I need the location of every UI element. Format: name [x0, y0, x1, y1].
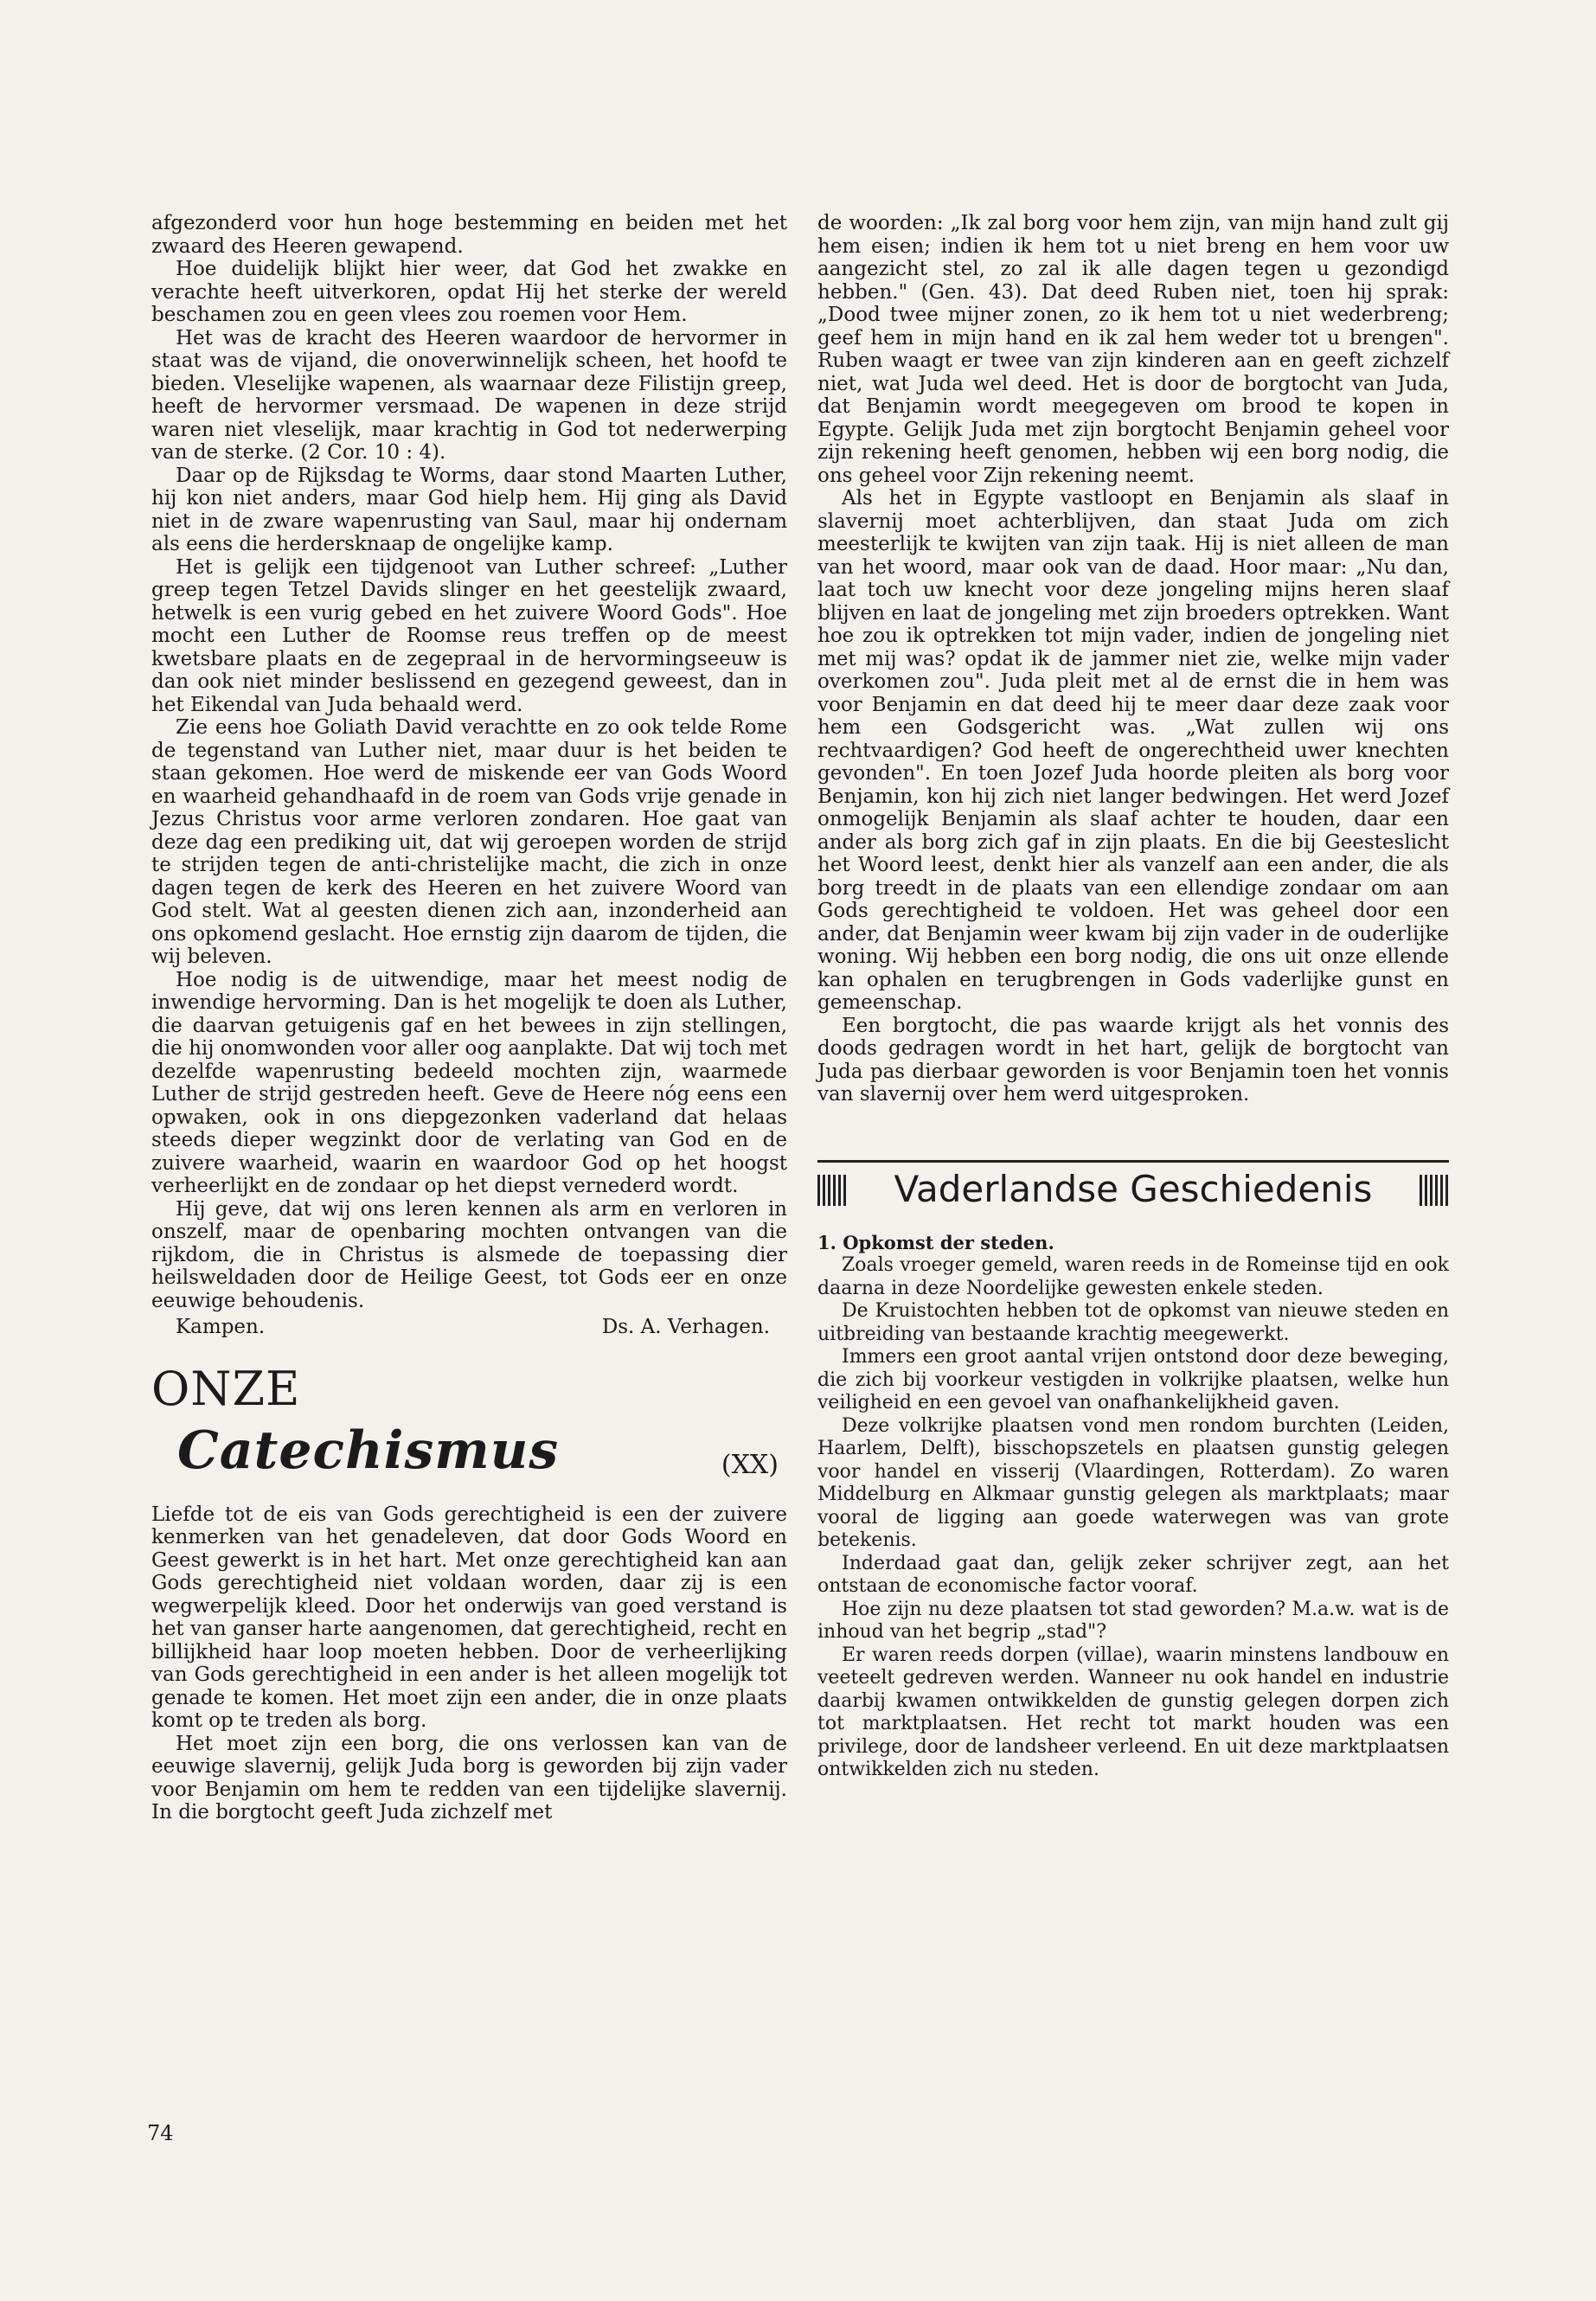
right-column [817, 212, 1449, 1782]
left-column [151, 212, 787, 1824]
paragraph: De Kruistochten hebben tot de opkomst van nieuwe steden en uitbreiding van bestaande krachtig meegewerkt. [817, 1300, 1449, 1345]
paragraph: Het was de kracht des Heeren waardoor de hervormer in staat was de vijand, die onoverwinnelijk scheen, het hoofd te bieden. Vleselijke wapenen, als waarnaar deze Filistijn greep, heeft de hervormer versmaad. De wapenen in deze strijd waren niet vleselijk, maar krachtig in God tot nederwerping van de sterke. (2 Cor. 10 : 4). [151, 326, 787, 464]
paragraph: Inderdaad gaat dan, gelijk zeker schrijver zegt, aan het ontstaan de economische factor vooraf. [817, 1552, 1449, 1597]
catechismus-heading: Catechismus [177, 1420, 560, 1481]
section-header [817, 1160, 1449, 1211]
page-number: 74 [147, 2121, 174, 2145]
ornament-bars-icon [1420, 1175, 1449, 1206]
onze-heading: ONZE [151, 1361, 301, 1416]
paragraph: Er waren reeds dorpen (villae), waarin minstens landbouw en veeteelt gedreven werden. Wanneer nu ook handel en industrie daarbij kwamen ontwikkelden de gunstig gelegen dorpen zich tot marktplaatsen. Het recht tot markt houden was een privilege, door de landsheer verleend. En uit deze marktplaatsen ontwikkelden zich nu steden. [817, 1644, 1449, 1780]
paragraph: Zoals vroeger gemeld, waren reeds in de Romeinse tijd en ook daarna in deze Noordelijke gewesten enkele steden. [817, 1254, 1449, 1299]
paragraph: Hij geve, dat wij ons leren kennen als arm en verloren in onszelf, maar de openbaring mochten ontvangen van die rijkdom, die in Christus is alsmede de toepassing dier heilsweldaden door de Heilige Geest, tot Gods eer en onze eeuwige behoudenis. [151, 1197, 787, 1312]
section-title: Vaderlandse Geschiedenis [894, 1168, 1373, 1211]
paragraph: Hoe zijn nu deze plaatsen tot stad geworden? M.a.w. wat is de inhoud van het begrip „stad"? [817, 1598, 1449, 1643]
paragraph: Als het in Egypte vastloopt en Benjamin als slaaf in slavernij moet achterblijven, dan staat Juda om zich meesterlijk te kwijten van zijn taak. Hij is niet alleen de man van het woord, maar ook van de daad. Hoor maar: „Nu dan, laat toch uw knecht voor deze jongeling mijns heren slaaf blijven en laat de jongeling met zijn broeders optrekken. Want hoe zou ik optrekken tot mijn vader, indien de jongeling niet met mij was? opdat ik de jammer niet zie, welke mijn vader overkomen zou". Juda pleit met al de ernst die in hem was voor Benjamin en dat deed hij te meer daar deze zaak voor hem een Godsgericht was. „Wat zullen wij ons rechtvaardigen? God heeft de ongerechtheid uwer knechten gevonden". En toen Jozef Juda hoorde pleiten als borg voor Benjamin, kon hij zich niet langer bedwingen. Het werd Jozef onmogelijk Benjamin als slaaf achter te houden, daar een ander als borg zich gaf in zijn plaats. En die bij Geesteslicht het Woord leest, denkt hier als vanzelf aan een ander, die als borg treedt in de plaats van een ellendige zondaar om aan Gods gerechtigheid te voldoen. Het was geheel door een ander, dat Benjamin weer kwam bij zijn vader in de ouderlijke woning. Wij hebben een borg nodig, die ons uit onze ellende kan ophalen en terugbrengen in Gods vaderlijke gunst en gemeenschap. [817, 487, 1449, 1014]
paragraph: Liefde tot de eis van Gods gerechtigheid is een der zuivere kenmerken van het genadeleven, dat door Gods Woord en Geest gewerkt is in het hart. Met onze gerechtigheid kan aan Gods gerechtigheid niet voldaan worden, daar zij is een wegwerpelijk kleed. Door het onderwijs van goed verstand is het van ganser harte aangenomen, dat gerechtigheid, recht en billijkheid haar loop moeten hebben. Door de verheerlijking van Gods gerechtigheid in een ander is het alleen mogelijk tot genade te komen. Het moet zijn een ander, die in onze plaats komt op te treden als borg. [151, 1503, 787, 1732]
paragraph: Hoe duidelijk blijkt hier weer, dat God het zwakke en verachte heeft uitverkoren, opdat Hij het sterke der wereld beschamen zou en geen vlees zou roemen voor Hem. [151, 258, 787, 326]
signature [151, 1316, 787, 1339]
paragraph: Het is gelijk een tijdgenoot van Luther schreef: „Luther greep tegen Tetzel Davids slinger en het geestelijk zwaard, hetwelk is een vurig gebed en het zuivere Woord Gods". Hoe mocht een Luther de Roomse reus treffen op de meest kwetsbare plaats en de zegepraal in de hervormingseeuw is dan ook niet minder beslissend en gezegend geweest, dan in het Eikendal van Juda behaald werd. [151, 555, 787, 716]
sign-place: Kampen. [176, 1316, 266, 1338]
paragraph: afgezonderd voor hun hoge bestemming en beiden met het zwaard des Heeren gewapend. [151, 212, 787, 258]
series-number: (XX) [721, 1450, 779, 1480]
paragraph: de woorden: „Ik zal borg voor hem zijn, van mijn hand zult gij hem eisen; indien ik hem tot u niet breng en hem voor uw aangezicht stel, zo zal ik alle dagen tegen u gezondigd hebben." (Gen. 43). Dat deed Ruben niet, toen hij sprak: „Dood twee mijner zonen, zo ik hem tot u niet wederbreng; geef hem in mijn hand en ik zal hem weder tot u brengen". Ruben waagt er twee van zijn kinderen aan en geeft zichzelf niet, wat Juda wel deed. Het is door de borgtocht van Juda, dat Benjamin wordt meegegeven om brood te kopen in Egypte. Gelijk Juda met zijn borgtocht Benjamin geheel voor zijn rekening heeft genomen, hebben wij een borg nodig, die ons geheel voor Zijn rekening neemt. [817, 212, 1449, 487]
ornament-bars-icon [817, 1175, 847, 1206]
paragraph: Deze volkrijke plaatsen vond men rondom burchten (Leiden, Haarlem, Delft), bisschopszetels en plaatsen gunstig gelegen voor handel en visserij (Vlaardingen, Rotterdam). Zo waren Middelburg en Alkmaar gunstig gelegen als marktplaats; maar vooral de ligging aan goede waterwegen was van grote betekenis. [817, 1414, 1449, 1551]
paragraph: Het moet zijn een borg, die ons verlossen kan van de eeuwige slavernij, gelijk Juda borg is geworden bij zijn vader voor Benjamin om hem te redden van een tijdelijke slavernij. In die borgtocht geeft Juda zichzelf met [151, 1732, 787, 1823]
subheading: 1. Opkomst der steden. [817, 1231, 1054, 1253]
paragraph: Hoe nodig is de uitwendige, maar het meest nodig de inwendige hervorming. Dan is het mogelijk te doen als Luther, die daarvan getuigenis gaf en het bewees in zijn stellingen, die hij onomwonden voor aller oog aanplakte. Dat wij toch met dezelfde wapenrusting bedeeld mochten zijn, waarmede Luther de strijd gestreden heeft. Geve de Heere nóg eens een opwaken, ook in ons diepgezonken vaderland dat helaas steeds dieper wegzinkt door de verlating van God en de zuivere waarheid, waarin en waardoor God op het hoogst verheerlijkt en de zondaar op het diepst vernederd wordt. [151, 968, 787, 1197]
sign-author: Ds. A. Verhagen. [601, 1316, 770, 1338]
paragraph: Daar op de Rijksdag te Worms, daar stond Maarten Luther, hij kon niet anders, maar God hielp hem. Hij ging als David niet in de zware wapenrusting van Saul, maar hij ondernam als eens die herdersknaap de ongelijke kamp. [151, 464, 787, 555]
paragraph: Een borgtocht, die pas waarde krijgt als het vonnis des doods gedragen wordt in het hart, gelijk de borgtocht van Juda pas dierbaar geworden is voor Benjamin toen het vonnis van slavernij over hem werd uitgesproken. [817, 1014, 1449, 1106]
paragraph: Immers een groot aantal vrijen ontstond door deze beweging, die zich bij voorkeur vestigden in volkrijke plaatsen, welke hun veiligheid en een gevoel van onafhankelijkheid gaven. [817, 1346, 1449, 1413]
paragraph: Zie eens hoe Goliath David verachtte en zo ook telde Rome de tegenstand van Luther niet, maar duur is het beiden te staan gekomen. Hoe werd de miskende eer van Gods Woord en waarheid gehandhaafd in de roem van Gods vrije genade in Jezus Christus voor arme verloren zondaren. Hoe gaat van deze dag een prediking uit, dat wij geroepen worden de strijd te strijden tegen de anti-christelijke macht, die zich in onze dagen tegen de kerk des Heeren en het zuivere Woord van God stelt. Wat al geesten dienen zich aan, inzonderheid aan ons opkomend geslacht. Hoe ernstig zijn daarom de tijden, die wij beleven. [151, 716, 787, 968]
catechismus-heading-row [151, 1420, 787, 1481]
